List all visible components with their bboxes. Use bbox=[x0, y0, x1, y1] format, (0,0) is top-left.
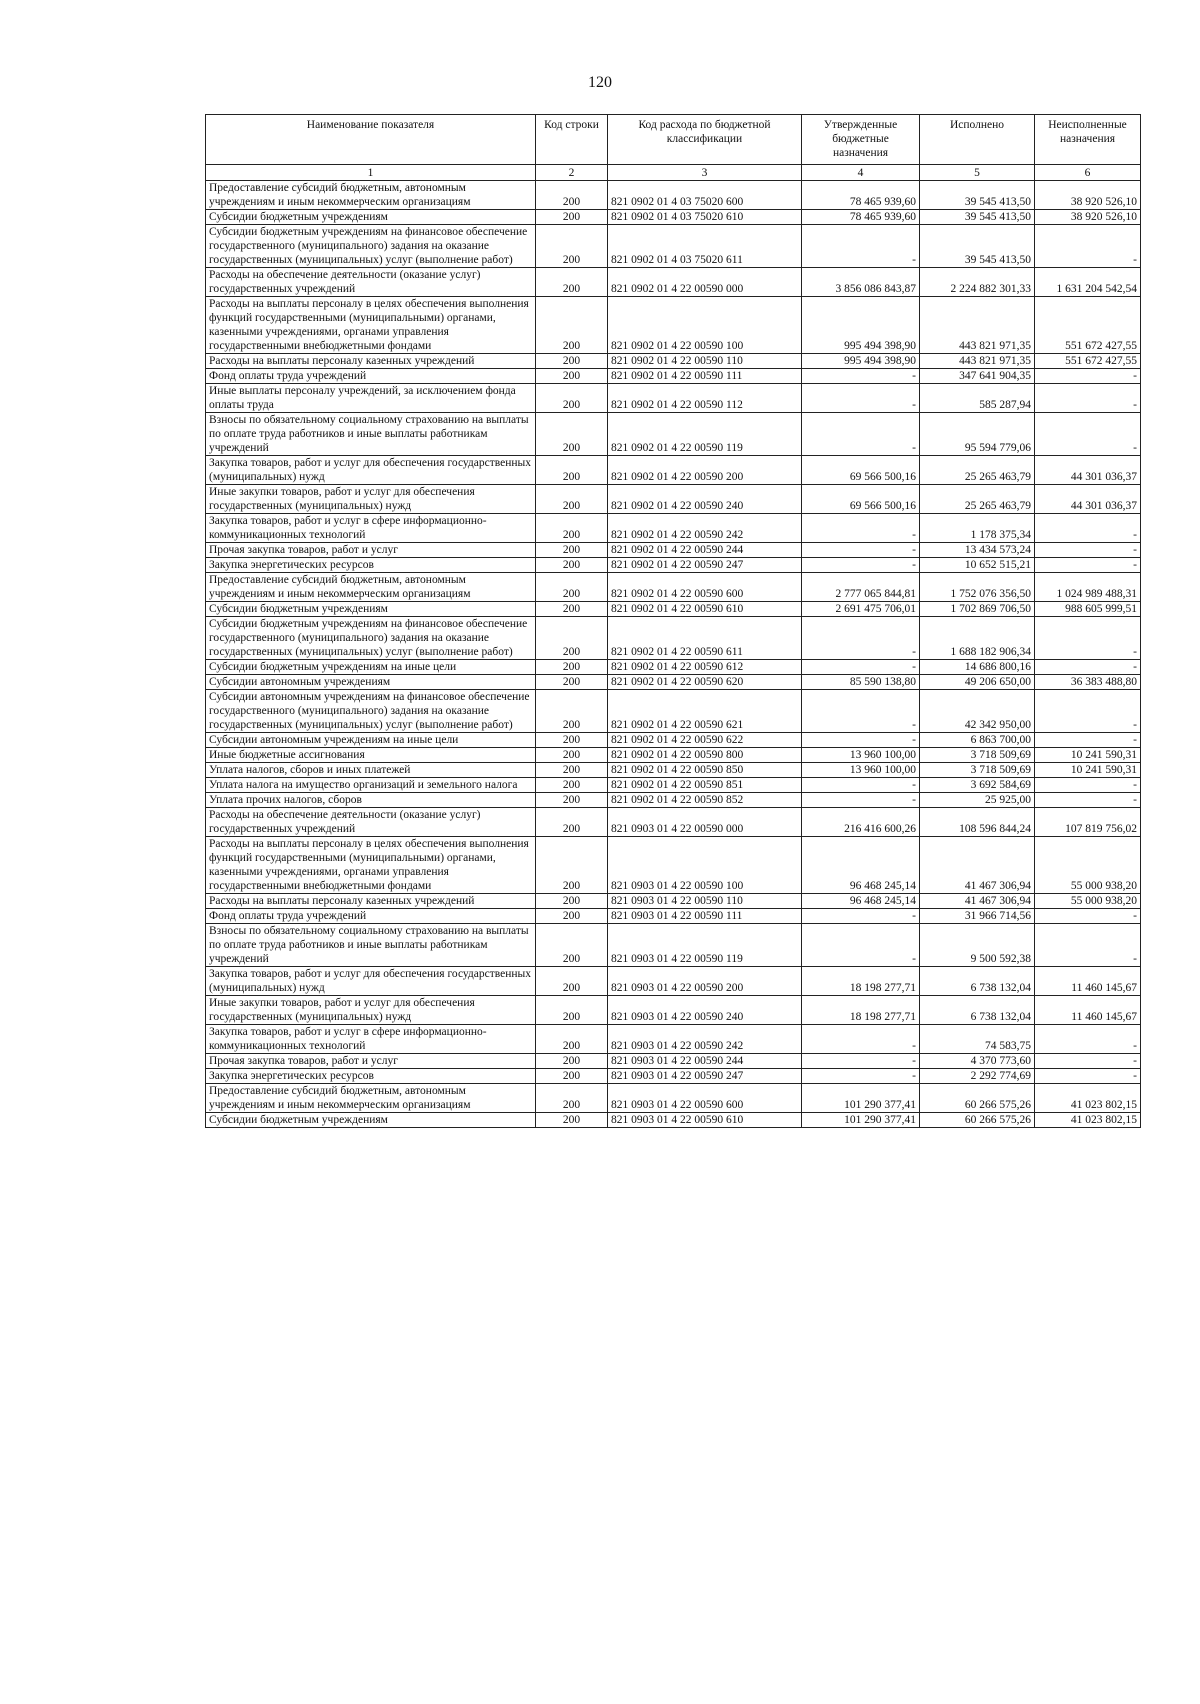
indicator-name-cell: Расходы на выплаты персоналу казенных учреждений bbox=[206, 894, 536, 909]
budget-code-cell: 821 0902 01 4 03 75020 610 bbox=[608, 210, 802, 225]
executed-amount-cell: 6 738 132,04 bbox=[920, 967, 1035, 996]
indicator-name-cell: Расходы на выплаты персоналу казенных учреждений bbox=[206, 354, 536, 369]
approved-amount-cell: 18 198 277,71 bbox=[802, 996, 920, 1025]
table-row bbox=[206, 1113, 1141, 1128]
table-row bbox=[206, 733, 1141, 748]
line-code-cell: 200 bbox=[536, 690, 608, 733]
indicator-name-cell: Фонд оплаты труда учреждений bbox=[206, 369, 536, 384]
indicator-name-cell: Прочая закупка товаров, работ и услуг bbox=[206, 1054, 536, 1069]
table-row bbox=[206, 675, 1141, 690]
budget-code-cell: 821 0903 01 4 22 00590 110 bbox=[608, 894, 802, 909]
unexecuted-amount-cell: 38 920 526,10 bbox=[1035, 210, 1141, 225]
approved-amount-cell: 78 465 939,60 bbox=[802, 210, 920, 225]
approved-amount-cell: 69 566 500,16 bbox=[802, 485, 920, 514]
column-number: 2 bbox=[536, 165, 608, 181]
line-code-cell: 200 bbox=[536, 210, 608, 225]
approved-amount-cell: 69 566 500,16 bbox=[802, 456, 920, 485]
unexecuted-amount-cell: 41 023 802,15 bbox=[1035, 1084, 1141, 1113]
approved-amount-cell: 216 416 600,26 bbox=[802, 808, 920, 837]
line-code-cell: 200 bbox=[536, 297, 608, 354]
unexecuted-amount-cell: 988 605 999,51 bbox=[1035, 602, 1141, 617]
line-code-cell: 200 bbox=[536, 1069, 608, 1084]
executed-amount-cell: 42 342 950,00 bbox=[920, 690, 1035, 733]
budget-code-cell: 821 0902 01 4 22 00590 112 bbox=[608, 384, 802, 413]
budget-code-cell: 821 0902 01 4 22 00590 110 bbox=[608, 354, 802, 369]
executed-amount-cell: 2 224 882 301,33 bbox=[920, 268, 1035, 297]
indicator-name-cell: Взносы по обязательному социальному страхованию на выплаты по оплате труда работников и иные выплаты работникам учреждений bbox=[206, 413, 536, 456]
budget-code-cell: 821 0902 01 4 22 00590 111 bbox=[608, 369, 802, 384]
budget-code-cell: 821 0903 01 4 22 00590 600 bbox=[608, 1084, 802, 1113]
executed-amount-cell: 3 718 509,69 bbox=[920, 748, 1035, 763]
budget-code-cell: 821 0902 01 4 22 00590 800 bbox=[608, 748, 802, 763]
approved-amount-cell: 96 468 245,14 bbox=[802, 894, 920, 909]
header-unexecuted: Неисполненные назначения bbox=[1035, 115, 1141, 165]
table-row bbox=[206, 210, 1141, 225]
line-code-cell: 200 bbox=[536, 573, 608, 602]
budget-code-cell: 821 0902 01 4 22 00590 611 bbox=[608, 617, 802, 660]
unexecuted-amount-cell: 1 631 204 542,54 bbox=[1035, 268, 1141, 297]
executed-amount-cell: 1 752 076 356,50 bbox=[920, 573, 1035, 602]
line-code-cell: 200 bbox=[536, 558, 608, 573]
line-code-cell: 200 bbox=[536, 456, 608, 485]
line-code-cell: 200 bbox=[536, 778, 608, 793]
budget-code-cell: 821 0902 01 4 22 00590 850 bbox=[608, 763, 802, 778]
budget-code-cell: 821 0902 01 4 22 00590 610 bbox=[608, 602, 802, 617]
budget-code-cell: 821 0902 01 4 22 00590 242 bbox=[608, 514, 802, 543]
executed-amount-cell: 14 686 800,16 bbox=[920, 660, 1035, 675]
approved-amount-cell: - bbox=[802, 924, 920, 967]
executed-amount-cell: 9 500 592,38 bbox=[920, 924, 1035, 967]
indicator-name-cell: Взносы по обязательному социальному страхованию на выплаты по оплате труда работников и иные выплаты работникам учреждений bbox=[206, 924, 536, 967]
executed-amount-cell: 25 925,00 bbox=[920, 793, 1035, 808]
executed-amount-cell: 60 266 575,26 bbox=[920, 1113, 1035, 1128]
executed-amount-cell: 13 434 573,24 bbox=[920, 543, 1035, 558]
executed-amount-cell: 443 821 971,35 bbox=[920, 297, 1035, 354]
indicator-name-cell: Субсидии бюджетным учреждениям на иные цели bbox=[206, 660, 536, 675]
approved-amount-cell: - bbox=[802, 690, 920, 733]
header-line-code: Код строки bbox=[536, 115, 608, 165]
table-row bbox=[206, 778, 1141, 793]
indicator-name-cell: Закупка товаров, работ и услуг в сфере информационно-коммуникационных технологий bbox=[206, 514, 536, 543]
table-row bbox=[206, 413, 1141, 456]
executed-amount-cell: 74 583,75 bbox=[920, 1025, 1035, 1054]
table-row bbox=[206, 808, 1141, 837]
approved-amount-cell: 85 590 138,80 bbox=[802, 675, 920, 690]
unexecuted-amount-cell: - bbox=[1035, 1069, 1141, 1084]
table-row bbox=[206, 543, 1141, 558]
budget-code-cell: 821 0903 01 4 22 00590 111 bbox=[608, 909, 802, 924]
budget-code-cell: 821 0903 01 4 22 00590 119 bbox=[608, 924, 802, 967]
executed-amount-cell: 49 206 650,00 bbox=[920, 675, 1035, 690]
approved-amount-cell: - bbox=[802, 1054, 920, 1069]
indicator-name-cell: Субсидии автономным учреждениям на иные цели bbox=[206, 733, 536, 748]
executed-amount-cell: 1 178 375,34 bbox=[920, 514, 1035, 543]
table-row bbox=[206, 181, 1141, 210]
unexecuted-amount-cell: 1 024 989 488,31 bbox=[1035, 573, 1141, 602]
table-row bbox=[206, 514, 1141, 543]
line-code-cell: 200 bbox=[536, 967, 608, 996]
unexecuted-amount-cell: - bbox=[1035, 793, 1141, 808]
line-code-cell: 200 bbox=[536, 617, 608, 660]
executed-amount-cell: 25 265 463,79 bbox=[920, 456, 1035, 485]
approved-amount-cell: 13 960 100,00 bbox=[802, 748, 920, 763]
budget-code-cell: 821 0902 01 4 22 00590 620 bbox=[608, 675, 802, 690]
approved-amount-cell: - bbox=[802, 558, 920, 573]
table-row bbox=[206, 297, 1141, 354]
approved-amount-cell: 101 290 377,41 bbox=[802, 1113, 920, 1128]
table-row bbox=[206, 456, 1141, 485]
table-row bbox=[206, 763, 1141, 778]
indicator-name-cell: Предоставление субсидий бюджетным, автономным учреждениям и иным некоммерческим организациям bbox=[206, 573, 536, 602]
table-row bbox=[206, 558, 1141, 573]
line-code-cell: 200 bbox=[536, 268, 608, 297]
line-code-cell: 200 bbox=[536, 1084, 608, 1113]
unexecuted-amount-cell: - bbox=[1035, 733, 1141, 748]
line-code-cell: 200 bbox=[536, 543, 608, 558]
approved-amount-cell: 995 494 398,90 bbox=[802, 354, 920, 369]
table-row bbox=[206, 996, 1141, 1025]
column-number: 3 bbox=[608, 165, 802, 181]
indicator-name-cell: Предоставление субсидий бюджетным, автономным учреждениям и иным некоммерческим организациям bbox=[206, 1084, 536, 1113]
budget-code-cell: 821 0902 01 4 03 75020 600 bbox=[608, 181, 802, 210]
approved-amount-cell: 96 468 245,14 bbox=[802, 837, 920, 894]
unexecuted-amount-cell: 44 301 036,37 bbox=[1035, 456, 1141, 485]
budget-code-cell: 821 0902 01 4 22 00590 000 bbox=[608, 268, 802, 297]
table-row bbox=[206, 894, 1141, 909]
budget-code-cell: 821 0903 01 4 22 00590 244 bbox=[608, 1054, 802, 1069]
approved-amount-cell: - bbox=[802, 514, 920, 543]
indicator-name-cell: Иные закупки товаров, работ и услуг для обеспечения государственных (муниципальных) нужд bbox=[206, 996, 536, 1025]
unexecuted-amount-cell: - bbox=[1035, 778, 1141, 793]
indicator-name-cell: Уплата налогов, сборов и иных платежей bbox=[206, 763, 536, 778]
approved-amount-cell: - bbox=[802, 1025, 920, 1054]
unexecuted-amount-cell: 55 000 938,20 bbox=[1035, 837, 1141, 894]
line-code-cell: 200 bbox=[536, 225, 608, 268]
budget-code-cell: 821 0903 01 4 22 00590 200 bbox=[608, 967, 802, 996]
indicator-name-cell: Иные выплаты персоналу учреждений, за исключением фонда оплаты труда bbox=[206, 384, 536, 413]
budget-execution-table bbox=[205, 114, 1141, 1128]
line-code-cell: 200 bbox=[536, 763, 608, 778]
line-code-cell: 200 bbox=[536, 354, 608, 369]
indicator-name-cell: Иные бюджетные ассигнования bbox=[206, 748, 536, 763]
budget-code-cell: 821 0902 01 4 22 00590 240 bbox=[608, 485, 802, 514]
budget-code-cell: 821 0902 01 4 22 00590 119 bbox=[608, 413, 802, 456]
table-row bbox=[206, 837, 1141, 894]
table-row bbox=[206, 967, 1141, 996]
executed-amount-cell: 10 652 515,21 bbox=[920, 558, 1035, 573]
line-code-cell: 200 bbox=[536, 514, 608, 543]
unexecuted-amount-cell: - bbox=[1035, 909, 1141, 924]
approved-amount-cell: - bbox=[802, 413, 920, 456]
unexecuted-amount-cell: - bbox=[1035, 543, 1141, 558]
approved-amount-cell: - bbox=[802, 1069, 920, 1084]
indicator-name-cell: Закупка товаров, работ и услуг для обеспечения государственных (муниципальных) нужд bbox=[206, 456, 536, 485]
approved-amount-cell: 101 290 377,41 bbox=[802, 1084, 920, 1113]
indicator-name-cell: Расходы на выплаты персоналу в целях обеспечения выполнения функций государственными (муниципальными) органами, казенными учреждениями, органами управления государственными внебюджетными фондами bbox=[206, 297, 536, 354]
table-row bbox=[206, 748, 1141, 763]
approved-amount-cell: 995 494 398,90 bbox=[802, 297, 920, 354]
unexecuted-amount-cell: - bbox=[1035, 225, 1141, 268]
budget-code-cell: 821 0902 01 4 22 00590 600 bbox=[608, 573, 802, 602]
unexecuted-amount-cell: 44 301 036,37 bbox=[1035, 485, 1141, 514]
unexecuted-amount-cell: - bbox=[1035, 690, 1141, 733]
indicator-name-cell: Закупка товаров, работ и услуг для обеспечения государственных (муниципальных) нужд bbox=[206, 967, 536, 996]
unexecuted-amount-cell: 11 460 145,67 bbox=[1035, 967, 1141, 996]
indicator-name-cell: Субсидии автономным учреждениям на финансовое обеспечение государственного (муниципального) задания на оказание государственных (муниципальных) услуг (выполнение работ) bbox=[206, 690, 536, 733]
indicator-name-cell: Расходы на обеспечение деятельности (оказание услуг) государственных учреждений bbox=[206, 268, 536, 297]
approved-amount-cell: - bbox=[802, 617, 920, 660]
unexecuted-amount-cell: - bbox=[1035, 924, 1141, 967]
budget-code-cell: 821 0902 01 4 22 00590 244 bbox=[608, 543, 802, 558]
header-approved: Утвержденные бюджетные назначения bbox=[802, 115, 920, 165]
budget-code-cell: 821 0902 01 4 22 00590 852 bbox=[608, 793, 802, 808]
budget-code-cell: 821 0903 01 4 22 00590 100 bbox=[608, 837, 802, 894]
line-code-cell: 200 bbox=[536, 748, 608, 763]
indicator-name-cell: Субсидии автономным учреждениям bbox=[206, 675, 536, 690]
executed-amount-cell: 443 821 971,35 bbox=[920, 354, 1035, 369]
line-code-cell: 200 bbox=[536, 181, 608, 210]
column-number-row bbox=[206, 165, 1141, 181]
executed-amount-cell: 2 292 774,69 bbox=[920, 1069, 1035, 1084]
table-row bbox=[206, 909, 1141, 924]
line-code-cell: 200 bbox=[536, 909, 608, 924]
indicator-name-cell: Уплата налога на имущество организаций и земельного налога bbox=[206, 778, 536, 793]
unexecuted-amount-cell: - bbox=[1035, 384, 1141, 413]
table-row bbox=[206, 690, 1141, 733]
table-row bbox=[206, 1084, 1141, 1113]
unexecuted-amount-cell: 41 023 802,15 bbox=[1035, 1113, 1141, 1128]
indicator-name-cell: Фонд оплаты труда учреждений bbox=[206, 909, 536, 924]
unexecuted-amount-cell: - bbox=[1035, 369, 1141, 384]
header-executed: Исполнено bbox=[920, 115, 1035, 165]
unexecuted-amount-cell: 11 460 145,67 bbox=[1035, 996, 1141, 1025]
line-code-cell: 200 bbox=[536, 996, 608, 1025]
indicator-name-cell: Закупка энергетических ресурсов bbox=[206, 1069, 536, 1084]
table-row bbox=[206, 617, 1141, 660]
approved-amount-cell: - bbox=[802, 660, 920, 675]
column-number: 4 bbox=[802, 165, 920, 181]
line-code-cell: 200 bbox=[536, 660, 608, 675]
indicator-name-cell: Уплата прочих налогов, сборов bbox=[206, 793, 536, 808]
executed-amount-cell: 31 966 714,56 bbox=[920, 909, 1035, 924]
line-code-cell: 200 bbox=[536, 485, 608, 514]
approved-amount-cell: 2 691 475 706,01 bbox=[802, 602, 920, 617]
column-number: 5 bbox=[920, 165, 1035, 181]
indicator-name-cell: Субсидии бюджетным учреждениям на финансовое обеспечение государственного (муниципального) задания на оказание государственных (муниципальных) услуг (выполнение работ) bbox=[206, 225, 536, 268]
table-body bbox=[206, 181, 1141, 1128]
budget-code-cell: 821 0902 01 4 22 00590 612 bbox=[608, 660, 802, 675]
table-row bbox=[206, 573, 1141, 602]
line-code-cell: 200 bbox=[536, 384, 608, 413]
table-row bbox=[206, 1069, 1141, 1084]
unexecuted-amount-cell: 10 241 590,31 bbox=[1035, 763, 1141, 778]
approved-amount-cell: - bbox=[802, 225, 920, 268]
approved-amount-cell: - bbox=[802, 793, 920, 808]
approved-amount-cell: - bbox=[802, 778, 920, 793]
approved-amount-cell: - bbox=[802, 384, 920, 413]
executed-amount-cell: 60 266 575,26 bbox=[920, 1084, 1035, 1113]
indicator-name-cell: Предоставление субсидий бюджетным, автономным учреждениям и иным некоммерческим организациям bbox=[206, 181, 536, 210]
table-row bbox=[206, 1054, 1141, 1069]
unexecuted-amount-cell: - bbox=[1035, 558, 1141, 573]
line-code-cell: 200 bbox=[536, 808, 608, 837]
executed-amount-cell: 4 370 773,60 bbox=[920, 1054, 1035, 1069]
unexecuted-amount-cell: 38 920 526,10 bbox=[1035, 181, 1141, 210]
unexecuted-amount-cell: 107 819 756,02 bbox=[1035, 808, 1141, 837]
executed-amount-cell: 585 287,94 bbox=[920, 384, 1035, 413]
budget-code-cell: 821 0903 01 4 22 00590 242 bbox=[608, 1025, 802, 1054]
budget-code-cell: 821 0903 01 4 22 00590 247 bbox=[608, 1069, 802, 1084]
header-indicator-name: Наименование показателя bbox=[206, 115, 536, 165]
executed-amount-cell: 41 467 306,94 bbox=[920, 837, 1035, 894]
line-code-cell: 200 bbox=[536, 894, 608, 909]
line-code-cell: 200 bbox=[536, 837, 608, 894]
executed-amount-cell: 3 692 584,69 bbox=[920, 778, 1035, 793]
line-code-cell: 200 bbox=[536, 1113, 608, 1128]
executed-amount-cell: 1 702 869 706,50 bbox=[920, 602, 1035, 617]
table-row bbox=[206, 369, 1141, 384]
line-code-cell: 200 bbox=[536, 924, 608, 967]
approved-amount-cell: - bbox=[802, 369, 920, 384]
unexecuted-amount-cell: - bbox=[1035, 514, 1141, 543]
table-row bbox=[206, 384, 1141, 413]
executed-amount-cell: 347 641 904,35 bbox=[920, 369, 1035, 384]
budget-code-cell: 821 0902 01 4 03 75020 611 bbox=[608, 225, 802, 268]
indicator-name-cell: Расходы на выплаты персоналу в целях обеспечения выполнения функций государственными (муниципальными) органами, казенными учреждениями, органами управления государственными внебюджетными фондами bbox=[206, 837, 536, 894]
budget-code-cell: 821 0903 01 4 22 00590 000 bbox=[608, 808, 802, 837]
table-row bbox=[206, 924, 1141, 967]
line-code-cell: 200 bbox=[536, 602, 608, 617]
unexecuted-amount-cell: 10 241 590,31 bbox=[1035, 748, 1141, 763]
indicator-name-cell: Расходы на обеспечение деятельности (оказание услуг) государственных учреждений bbox=[206, 808, 536, 837]
executed-amount-cell: 3 718 509,69 bbox=[920, 763, 1035, 778]
budget-code-cell: 821 0902 01 4 22 00590 622 bbox=[608, 733, 802, 748]
unexecuted-amount-cell: - bbox=[1035, 1025, 1141, 1054]
executed-amount-cell: 108 596 844,24 bbox=[920, 808, 1035, 837]
indicator-name-cell: Прочая закупка товаров, работ и услуг bbox=[206, 543, 536, 558]
indicator-name-cell: Закупка товаров, работ и услуг в сфере информационно-коммуникационных технологий bbox=[206, 1025, 536, 1054]
line-code-cell: 200 bbox=[536, 675, 608, 690]
unexecuted-amount-cell: - bbox=[1035, 413, 1141, 456]
executed-amount-cell: 95 594 779,06 bbox=[920, 413, 1035, 456]
column-number: 6 bbox=[1035, 165, 1141, 181]
line-code-cell: 200 bbox=[536, 733, 608, 748]
unexecuted-amount-cell: - bbox=[1035, 660, 1141, 675]
unexecuted-amount-cell: 551 672 427,55 bbox=[1035, 354, 1141, 369]
indicator-name-cell: Субсидии бюджетным учреждениям на финансовое обеспечение государственного (муниципального) задания на оказание государственных (муниципальных) услуг (выполнение работ) bbox=[206, 617, 536, 660]
indicator-name-cell: Субсидии бюджетным учреждениям bbox=[206, 210, 536, 225]
budget-code-cell: 821 0902 01 4 22 00590 247 bbox=[608, 558, 802, 573]
table-row bbox=[206, 1025, 1141, 1054]
executed-amount-cell: 39 545 413,50 bbox=[920, 225, 1035, 268]
budget-code-cell: 821 0902 01 4 22 00590 200 bbox=[608, 456, 802, 485]
table-header-row bbox=[206, 115, 1141, 165]
budget-code-cell: 821 0903 01 4 22 00590 240 bbox=[608, 996, 802, 1025]
budget-code-cell: 821 0903 01 4 22 00590 610 bbox=[608, 1113, 802, 1128]
executed-amount-cell: 41 467 306,94 bbox=[920, 894, 1035, 909]
approved-amount-cell: 78 465 939,60 bbox=[802, 181, 920, 210]
unexecuted-amount-cell: 55 000 938,20 bbox=[1035, 894, 1141, 909]
column-number: 1 bbox=[206, 165, 536, 181]
executed-amount-cell: 39 545 413,50 bbox=[920, 181, 1035, 210]
table-row bbox=[206, 793, 1141, 808]
approved-amount-cell: 18 198 277,71 bbox=[802, 967, 920, 996]
line-code-cell: 200 bbox=[536, 793, 608, 808]
executed-amount-cell: 6 863 700,00 bbox=[920, 733, 1035, 748]
table-row bbox=[206, 602, 1141, 617]
table-row bbox=[206, 660, 1141, 675]
table-row bbox=[206, 485, 1141, 514]
budget-code-cell: 821 0902 01 4 22 00590 100 bbox=[608, 297, 802, 354]
line-code-cell: 200 bbox=[536, 413, 608, 456]
unexecuted-amount-cell: 551 672 427,55 bbox=[1035, 297, 1141, 354]
indicator-name-cell: Закупка энергетических ресурсов bbox=[206, 558, 536, 573]
approved-amount-cell: 13 960 100,00 bbox=[802, 763, 920, 778]
approved-amount-cell: - bbox=[802, 733, 920, 748]
indicator-name-cell: Субсидии бюджетным учреждениям bbox=[206, 1113, 536, 1128]
line-code-cell: 200 bbox=[536, 1025, 608, 1054]
indicator-name-cell: Иные закупки товаров, работ и услуг для обеспечения государственных (муниципальных) нужд bbox=[206, 485, 536, 514]
unexecuted-amount-cell: - bbox=[1035, 617, 1141, 660]
executed-amount-cell: 25 265 463,79 bbox=[920, 485, 1035, 514]
executed-amount-cell: 1 688 182 906,34 bbox=[920, 617, 1035, 660]
indicator-name-cell: Субсидии бюджетным учреждениям bbox=[206, 602, 536, 617]
budget-code-cell: 821 0902 01 4 22 00590 851 bbox=[608, 778, 802, 793]
approved-amount-cell: 2 777 065 844,81 bbox=[802, 573, 920, 602]
table-row bbox=[206, 354, 1141, 369]
approved-amount-cell: - bbox=[802, 909, 920, 924]
executed-amount-cell: 6 738 132,04 bbox=[920, 996, 1035, 1025]
table-row bbox=[206, 268, 1141, 297]
approved-amount-cell: - bbox=[802, 543, 920, 558]
budget-code-cell: 821 0902 01 4 22 00590 621 bbox=[608, 690, 802, 733]
page-number: 120 bbox=[588, 74, 612, 91]
approved-amount-cell: 3 856 086 843,87 bbox=[802, 268, 920, 297]
line-code-cell: 200 bbox=[536, 1054, 608, 1069]
executed-amount-cell: 39 545 413,50 bbox=[920, 210, 1035, 225]
header-budget-code: Код расхода по бюджетной классификации bbox=[608, 115, 802, 165]
unexecuted-amount-cell: 36 383 488,80 bbox=[1035, 675, 1141, 690]
table-row bbox=[206, 225, 1141, 268]
line-code-cell: 200 bbox=[536, 369, 608, 384]
unexecuted-amount-cell: - bbox=[1035, 1054, 1141, 1069]
